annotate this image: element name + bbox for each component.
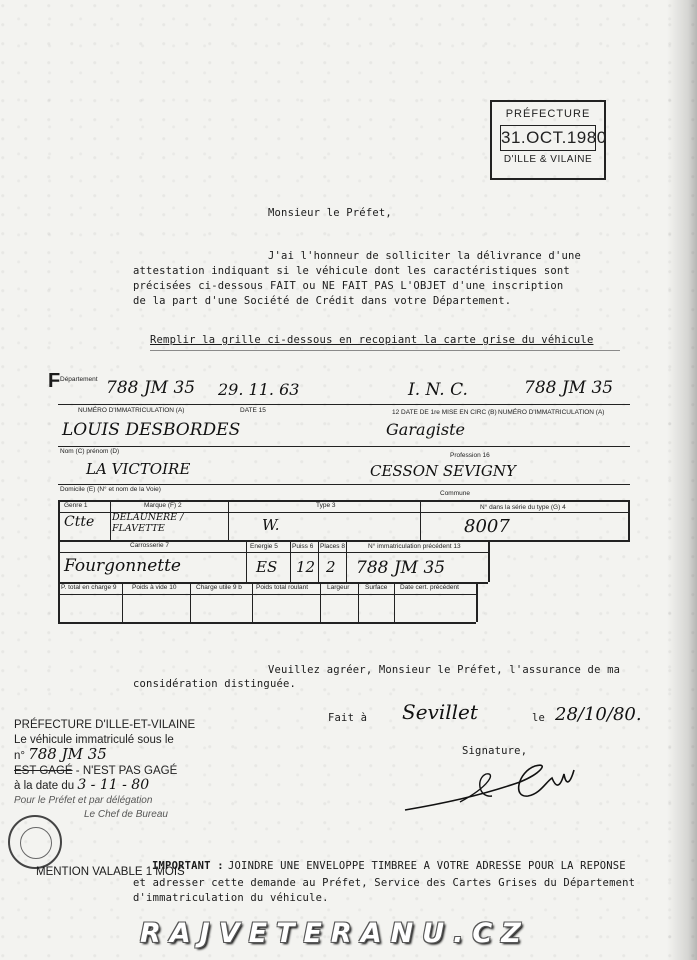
form-rule [58, 622, 476, 624]
scan-edge-shadow [667, 0, 697, 960]
body-line-1: J'ai l'honneur de solliciter la délivrance d'une [268, 250, 582, 262]
label-date-cert: Date cert. précédent [400, 584, 459, 591]
label-charge-utile: Charge utile 9 b [196, 584, 242, 591]
side-stamp-date-prefix: à la date du [14, 780, 75, 792]
label-energie: Energie 5 [250, 543, 278, 550]
fait-a-value: Sevillet [402, 700, 478, 724]
value-immat: 788 JM 35 [106, 378, 196, 398]
form-rule [190, 582, 191, 622]
important-line-1: JOINDRE UNE ENVELOPPE TIMBREE A VOTRE ADRESSE POUR LA REPONSE [228, 860, 626, 872]
side-stamp-line-8: MENTION VALABLE 1 MOIS [36, 866, 185, 878]
side-stamp-struck: EST GAGÉ [14, 764, 73, 777]
label-largeur: Largeur [327, 584, 350, 591]
label-domicile: Domicile (E) (N° et nom de la Voie) [60, 486, 161, 493]
watermark: RAJVETERANU.CZ [140, 918, 530, 949]
salutation: Monsieur le Préfet, [268, 207, 392, 219]
official-seal [8, 815, 62, 869]
form-rule [420, 500, 421, 540]
closing-line-2: considération distinguée. [133, 678, 297, 690]
form-rule [246, 540, 247, 582]
stamp-department: D'ILLE & VILAINE [503, 154, 593, 165]
value-immat-precedent: 788 JM 35 [356, 558, 446, 578]
side-stamp-line-6: Pour le Préfet et par délégation [14, 794, 153, 806]
value-profession: Garagiste [386, 420, 465, 439]
label-places: Places 8 [320, 543, 345, 550]
value-date: 29. 11. 63 [218, 380, 300, 399]
form-rule [58, 404, 630, 405]
label-marque: Marque (F) 2 [144, 502, 182, 509]
label-profession: Profession 16 [450, 452, 490, 459]
signature-label: Signature, [462, 745, 528, 757]
body-line-2: attestation indiquant si le véhicule dont les caractéristiques sont [133, 265, 570, 277]
label-ptac: P. total en charge 9 [61, 584, 117, 591]
important-label: IMPORTANT : [152, 860, 224, 872]
side-stamp-line-7: Le Chef de Bureau [84, 809, 168, 820]
value-type: W. [262, 516, 280, 534]
instruction: Remplir la grille ci-dessous en recopiant la carte grise du véhicule [150, 334, 594, 346]
label-numero-immat-2: NUMÉRO D'IMMATRICULATION (A) [498, 409, 605, 416]
form-rule [110, 500, 111, 540]
side-stamp-line-1: PRÉFECTURE D'ILLE-ET-VILAINE [14, 719, 196, 731]
side-stamp-line-5 [14, 778, 224, 794]
label-date-mise-circ: 12 DATE DE 1re MISE EN CIRC (B) [392, 409, 497, 416]
prefecture-side-stamp [14, 718, 224, 823]
label-nom: Nom (C) prénom (D) [60, 448, 120, 455]
le-value: 28/10/80. [555, 704, 642, 725]
form-rule [346, 540, 347, 582]
dotted-rule [150, 350, 620, 351]
value-puiss: 12 [296, 558, 316, 576]
prefecture-date-stamp [490, 100, 606, 180]
label-numero-immat: NUMÉRO D'IMMATRICULATION (A) [78, 407, 185, 414]
form-rule [252, 582, 253, 622]
form-rule [58, 552, 488, 553]
side-stamp-no-prefix: n° [14, 750, 25, 762]
side-stamp-date: 3 - 11 - 80 [77, 777, 150, 793]
stamp-title: PRÉFECTURE [505, 108, 591, 120]
form-rule [122, 582, 123, 622]
label-date: DATE 15 [240, 407, 266, 414]
handwritten-signature [400, 752, 580, 822]
label-genre: Genre 1 [64, 502, 88, 509]
label-surface: Surface [365, 584, 388, 591]
label-type: Type 3 [316, 502, 336, 509]
form-rule [628, 500, 630, 540]
le-label: le [532, 712, 546, 724]
value-energie: ES [256, 558, 278, 576]
value-immat-2: 788 JM 35 [524, 378, 614, 398]
form-rule [228, 500, 229, 540]
label-immat-precedent: N° immatriculation précédent 13 [368, 543, 461, 550]
side-stamp-line-3 [14, 747, 224, 764]
fait-a-label: Fait à [328, 712, 368, 724]
form-rule [58, 446, 630, 447]
side-stamp-immat: 788 JM 35 [28, 745, 107, 763]
form-rule [320, 582, 321, 622]
value-genre: Ctte [64, 514, 95, 530]
form-rule [394, 582, 395, 622]
label-carrosserie: Carrosserie 7 [130, 542, 170, 549]
form-rule [58, 500, 60, 622]
side-stamp-line-2: Le véhicule immatriculé sous le [14, 733, 174, 746]
important-line-2: et adresser cette demande au Préfet, Service des Cartes Grises du Département [133, 877, 636, 889]
form-rule [290, 540, 291, 582]
body-line-3: précisées ci-dessous FAIT ou NE FAIT PAS L'OBJET d'une inscription [133, 280, 564, 292]
closing-line-1: Veuillez agréer, Monsieur le Préfet, l'assurance de ma [268, 664, 621, 676]
value-domicile: LA VICTOIRE [86, 460, 191, 478]
form-rule [58, 594, 476, 595]
label-ptr: Poids total roulant [256, 584, 309, 591]
side-stamp-gage: - N'EST PAS GAGÉ [75, 764, 178, 777]
form-rule [58, 484, 630, 485]
value-commune: CESSON SEVIGNY [370, 462, 516, 480]
body-line-4: de la part d'une Société de Crédit dans votre Département. [133, 295, 512, 307]
label-puiss: Puiss 6 [292, 543, 314, 550]
value-marque: DELAUNERE / FLAVETTE [112, 512, 184, 534]
label-departement: Département [60, 376, 98, 383]
label-poids-vide: Poids à vide 10 [132, 584, 177, 591]
important-line-3: d'immatriculation du véhicule. [133, 892, 329, 904]
section-letter: F [48, 370, 61, 392]
label-commune: Commune [440, 490, 470, 497]
value-numero-serie: 8007 [464, 516, 510, 537]
value-nom: LOUIS DESBORDES [62, 420, 241, 440]
form-rule [476, 582, 478, 622]
stamp-date: 31.OCT.1980 [500, 125, 596, 151]
form-rule [488, 540, 490, 582]
label-numero-serie: N° dans la série du type (G) 4 [480, 504, 566, 511]
side-stamp-line-4 [14, 764, 224, 779]
value-inc: I. N. C. [408, 380, 468, 400]
form-rule [318, 540, 319, 582]
value-places: 2 [326, 558, 336, 576]
value-carrosserie: Fourgonnette [64, 556, 181, 576]
form-rule [358, 582, 359, 622]
